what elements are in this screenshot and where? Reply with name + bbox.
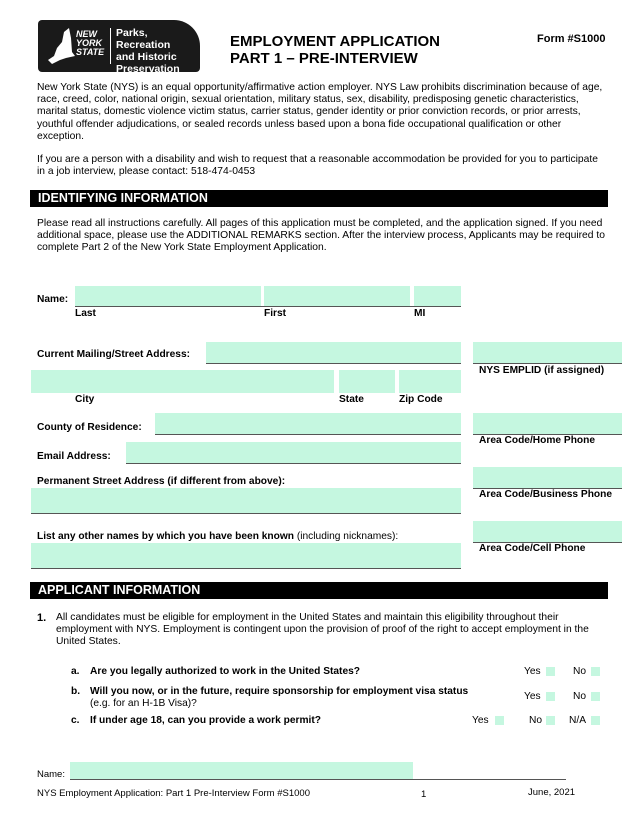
logo-divider — [110, 28, 111, 64]
other-names-field[interactable] — [31, 543, 461, 569]
other-names-label: List any other names by which you have been known (including nicknames): — [37, 531, 399, 542]
question-b-letter: b. — [71, 686, 81, 697]
question-c-na-label: N/A — [569, 715, 586, 726]
eeo-statement: New York State (NYS) is an equal opportunity/affirmative action employer. NYS Law prohibits discrimination because of age, race, creed, color, national origin, sexual orientation, military status, sex, disability, predisposing genetic characteristics, marital status, domestic violence victim status, carrier status, gender identity or prior conviction records, or prior arrests, youthful offender adjudications, or sealed records unless based upon a bona fide occupational qualification or other exception. — [37, 82, 603, 142]
footer-name-underline — [70, 779, 566, 780]
question-b-no-checkbox[interactable] — [591, 692, 600, 701]
question-c-yes-label: Yes — [472, 715, 489, 726]
page-title: EMPLOYMENT APPLICATION PART 1 – PRE-INTERVIEW — [230, 33, 440, 67]
question-c-na-checkbox[interactable] — [591, 716, 600, 725]
nys-parks-logo — [38, 20, 200, 75]
form-number: Form #S1000 — [537, 33, 606, 45]
email-field[interactable] — [126, 442, 461, 464]
ny-state-outline-icon — [44, 26, 76, 66]
question-b-no-label: No — [573, 691, 587, 702]
question-b-yes-label: Yes — [524, 691, 541, 702]
identifying-instructions: Please read all instructions carefully. All pages of this application must be completed, and the application signed. If you need additional space, please use the ADDITIONAL REMARKS section. After the interview process, Applicants may be required to complete Part 2 of the New York State Employment Application. — [37, 218, 605, 254]
footer-form-text: NYS Employment Application: Part 1 Pre-Interview Form #S1000 — [37, 788, 310, 799]
state-field[interactable] — [339, 370, 395, 393]
county-label: County of Residence: — [37, 422, 142, 433]
last-name-field[interactable] — [75, 286, 261, 306]
question-b-yes-checkbox[interactable] — [546, 692, 555, 701]
logo-state-text: NEW YORK STATE — [76, 29, 105, 57]
applicant-heading: APPLICANT INFORMATION — [30, 582, 608, 599]
question-a-yes-label: Yes — [524, 666, 541, 677]
question-c-yes-checkbox[interactable] — [495, 716, 504, 725]
logo-agency-text: Parks, Recreation and Historic Preservation — [116, 27, 180, 75]
first-label: First — [264, 308, 287, 319]
question-c-no-label: No — [529, 715, 543, 726]
question-a-no-checkbox[interactable] — [591, 667, 600, 676]
business-phone-label: Area Code/Business Phone — [479, 489, 613, 500]
home-phone-field[interactable] — [473, 413, 622, 435]
question-c-letter: c. — [71, 715, 80, 726]
accommodation-statement: If you are a person with a disability and wish to request that a reasonable accommodation be provided for you to participate in a job interview, please contact: 518-474-0453 — [37, 154, 598, 178]
permanent-address-label: Permanent Street Address (if different from above): — [37, 476, 286, 487]
question-c-text: If under age 18, can you provide a work permit? — [90, 715, 321, 726]
zip-code-field[interactable] — [399, 370, 461, 393]
emplid-field[interactable] — [473, 342, 622, 364]
emplid-label: NYS EMPLID (if assigned) — [479, 365, 605, 376]
question-c-no-checkbox[interactable] — [546, 716, 555, 725]
city-field[interactable] — [31, 370, 334, 393]
question-1-text: All candidates must be eligible for employment in the United States and maintain this eligibility throughout their employment with NYS. Employment is contingent upon the provision of proof of the right to accept employment in the United States. — [56, 612, 589, 648]
permanent-address-field[interactable] — [31, 488, 461, 514]
question-b-text: Will you now, or in the future, require sponsorship for employment visa status — [90, 686, 469, 697]
page-number: 1 — [421, 789, 427, 800]
mailing-address-field[interactable] — [206, 342, 461, 364]
question-a-yes-checkbox[interactable] — [546, 667, 555, 676]
county-field[interactable] — [155, 413, 461, 435]
city-label: City — [75, 394, 95, 405]
middle-initial-field[interactable] — [414, 286, 461, 306]
home-phone-label: Area Code/Home Phone — [479, 435, 596, 446]
question-a-no-label: No — [573, 666, 587, 677]
cell-phone-field[interactable] — [473, 521, 622, 543]
name-underline — [75, 306, 461, 307]
state-label: State — [339, 394, 364, 405]
first-name-field[interactable] — [264, 286, 410, 306]
last-label: Last — [75, 308, 96, 319]
mailing-address-label: Current Mailing/Street Address: — [37, 349, 191, 360]
mi-label: MI — [414, 308, 426, 319]
email-label: Email Address: — [37, 451, 111, 462]
footer-date: June, 2021 — [528, 787, 576, 798]
identifying-heading: IDENTIFYING INFORMATION — [30, 190, 608, 207]
zip-code-label: Zip Code — [399, 394, 443, 405]
footer-name-field[interactable] — [70, 762, 413, 779]
question-a-text: Are you legally authorized to work in the United States? — [90, 666, 361, 677]
footer-name-label: Name: — [37, 769, 65, 780]
question-b-note: (e.g. for an H-1B Visa)? — [90, 698, 197, 709]
question-1-number: 1. — [37, 612, 47, 624]
name-label: Name: — [37, 294, 69, 305]
question-a-letter: a. — [71, 666, 80, 677]
business-phone-field[interactable] — [473, 467, 622, 489]
cell-phone-label: Area Code/Cell Phone — [479, 543, 586, 554]
